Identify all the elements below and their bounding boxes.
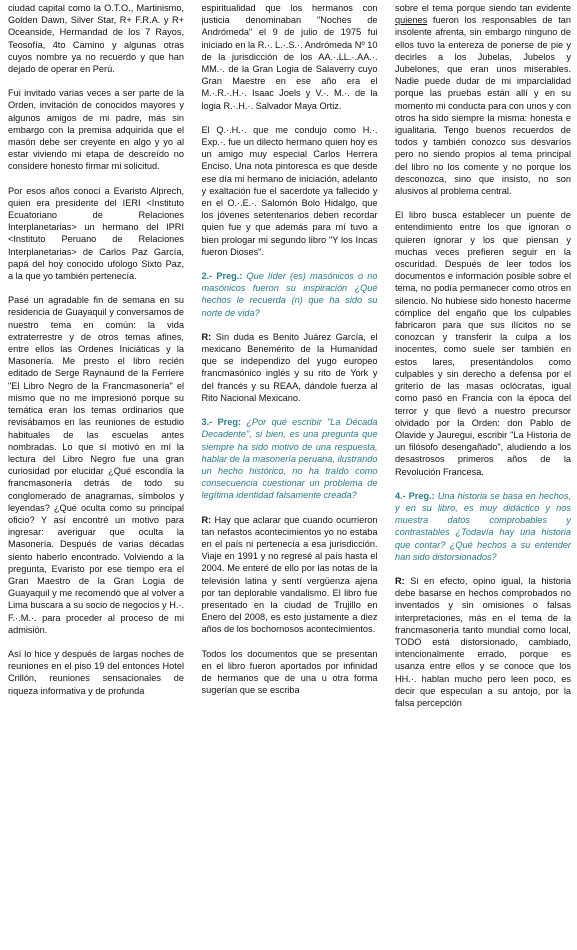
answer-text: Si en efecto, opino igual, la historia debe basarse en hechos comprobados no inventados y sin omisiones o falsas interpretaciones, más en el tema de la francmasonería tanto mundial como local, TODO está distorsionado, cambiado, intencionalmente errado, porque es usanza entre ellos y se conoce que los HH.·. hablan mucho pero leen poco, es decir que especulan a su antojo, por la falsa percepción — [395, 575, 571, 708]
question-3 — [202, 416, 378, 501]
answer-label: R: — [201, 514, 212, 525]
answer-text: Sin duda es Benito Juárez García, el mexicano Benemérito de la Humanidad que se independizo del yugo europeo francmasónico inglés y su rito de York y del francés y su REAA, dándole fuerza al Rito Nacional Mexicano. — [201, 331, 378, 403]
paragraph — [395, 2, 571, 197]
paragraph: ciudad capital como la O.T.O., Martinismo, Golden Dawn, Silver Star, R+ F.R.A. y R+ Oceanside, Hermandad de los 7 Rayos, Teosofía, 4to Camino y algunas otras cuyos nombre ya no recuerdo y que han dejado de operar en Perú. — [8, 3, 184, 75]
question-text: Que líder (es) masónicos o no masónicos fueron su inspiración ¿Qué hechos le recuerda (n) que ha sido su norte de vida? — [201, 271, 378, 318]
question-4 — [395, 490, 571, 563]
question-text: ¿Por qué escribir "La Década Decadente", si bien, es una pregunta que siempre ha sido motivo de una respuesta, hablar de la masonería peruana, ilustrando un hecho histórico, no ha traído como consecuencia cuestionar un problema de legítima identidad falsamente creada? — [201, 417, 378, 501]
answer-text: Hay que aclarar que cuando ocurrieron tan nefastos acontecimientos yo no estaba en el país ni pertenecía a esa jurisdicción. Viaje en 1991 y no regresé al país hasta el 2004. Me enteré de ello por las notas de la televisión latina y sentí vergüenza ajena por tan deplorable vandalismo. El libro fue presentado en la ciudad de Trujillo en Enero del 2008, es esto justamente a diez años de los bochornosos acontecimientos. — [201, 514, 378, 635]
answer-label: R: — [395, 575, 405, 586]
answer-2 — [202, 331, 378, 404]
paragraph: Todos los documentos que se presentan en el libro fueron aportados por infinidad de hermanos que de una u otra forma sugerían que se escriba — [201, 648, 378, 696]
paragraph: El Q.·.H.·. que me condujo como H.·. Exp.·. fue un dilecto hermano quien hoy es un amigo muy especial Carlos Herrera Enciso. Una nota pintoresca es que desde ese día mi hermano de iniciación, adelanto y exaltación fue el sacerdote ya fallecido y en el O.·.E.·. Salomón Bolo Hidalgo, que los jóvenes setentenarios deben recordar quien fue y que además para mí tuvo a bien prologar mi segundo libro "Y los Incas fueron Dioses". — [201, 124, 378, 257]
answer-4 — [395, 575, 571, 709]
column-2 — [202, 2, 378, 948]
text-columns — [8, 2, 571, 948]
text-run: fueron los responsables de tan insolente afrenta, sin embargo ninguno de ellos tuvo la entereza de ponerse de pie y decirles a los Jubelas, Jubelos y Jubelones, que eran unos miserables. Nadie puede dudar de mi imparcialidad porque las pruebas están allí y en su momento mi conducta para con unos y con otros ha sido siempre la misma: honesta e igualitaria. Tengo buenos recuerdos de todos y también conozco sus desvaríos pero no siendo propios al tema principal del libro no los comente y no porque los desconozca, sino que insisto, no son alusivos al problema central. — [395, 15, 571, 197]
answer-label: R: — [201, 331, 212, 342]
question-2 — [202, 270, 378, 319]
underlined-word: quienes — [395, 15, 428, 26]
question-label: 4.- Preg.: — [395, 490, 435, 501]
paragraph: Fui invitado varias veces a ser parte de la Orden, invitación de conocidos mayores y algunos amigos de mi padre, más sin embargo con la premisa adquirida que el masón debe ser creyente en algo y yo al estar viviendo mi etapa de descreído no considere honesto firmar mi solicitud. — [8, 88, 184, 172]
text-run: sobre el tema porque siendo tan evidente — [395, 3, 571, 13]
question-label: 2.- Preg.: — [201, 271, 243, 282]
paragraph: espiritualidad que los hermanos con justicia denominaban "Noches de Andrómeda" el 9 de julio de 1975 fui iniciado en la R.·. L.·.S.·. Andrómeda Nº 10 de la jurisdicción de los AA.·.LL.·.AA.·. MM.·. de la Gran Logia de Salaverry cuyo Gran Maestre en ese año era el M.·.R.·.H.·. Isaac Joels y V.·. M.·. de la logia R.·.H.·. Salvador Maya Ortiz. — [201, 3, 378, 111]
question-text: Una historia se basa en hechos, y en su libro, es muy didáctico y nos muestra datos comprobables y contrastables ¿Todavía hay una historia que contar? ¿Qué hechos a su entender han sido distorsionados? — [395, 490, 571, 562]
column-1 — [8, 2, 184, 948]
column-3 — [395, 2, 571, 948]
question-label: 3.- Preg: — [201, 417, 242, 428]
paragraph: Pasé un agradable fin de semana en su residencia de Guayaquil y conversamos de nuestro tema en común: la vida extraterrestre y de otros temas afines, entre ellos las Ordenes Iniciáticas y la Masonería. Me presto el libro recién editado de Serge Raynaund de la Ferriere "El Libro Negro de la Francmasonería" el mismo que no me impresionó porque su temática eran los temas ordinarios que revisábamos en las reuniones de estudio habituales de las escuelas antes nombradas. Lo que sí motivó en mí la lectura del Libro Negro fue una gran curiosidad por elucidar ¿Qué escondía la francmasonería detrás de todo su conglomerado de anagramas, símbolos y leyendas? ¿Qué oculta como su principal oficio? Y así encontré un motivo para ingresar: averiguar que oculta la Masonería. Después de varias décadas siento haberlo encontrado. Volviendo a la pregunta, Evaristo por ese tiempo era el Gran Maestro de la Gran Logia de Guayaquil y me recomendó que al volver a Lima buscara a su socio de negocios y H.·. F.·.M.·. para proceder al proceso de mi admisión. — [8, 295, 184, 635]
paragraph: Por esos años conocí a Evaristo Alprech, quien era presidente del IERI <Instituto Ecuatoriano de Relaciones Interplanetarias> un hermano del IPRI <Instituto Peruano de Relaciones Interplanetarias> de Carlos Paz García, papá del hoy conocido ufólogo Sixto Paz, a la que yo también pertenecía. — [8, 185, 184, 282]
paragraph: Así lo hice y después de largas noches de reuniones en el piso 19 del entonces Hotel Crillón, reuniones sensacionales de riqueza informativa y de profunda — [8, 648, 184, 696]
paragraph: El libro busca establecer un puente de entendimiento entre los que ignoran o quieren ignorar y los que piensan y muchas veces prefieren seguir en la oscuridad. Después de leer todos los documentos e información posible sobre el tema, no podía permanecer como otros en silencio. No hubiese sido honesto hacerme cómplice del engaño que los culpables fabricaron para que sus ilícitos no se conozcan y transferir la culpa a los inocentes, como suele ser también en estos lares, presentándolos como culpables y sin derecho a defensa por el griterío de las masas oclócratas, igual como pasó en Francia con la época del terror y que llevó a nuestro precursor olvidado por la Orden: don Pablo de Olavide y Jauregui, escribir "La Historia de un filósofo desengañado", aludiendo a los desastrosos primeros años de la Revolución Francesa. — [395, 210, 571, 477]
answer-3 — [202, 514, 378, 636]
